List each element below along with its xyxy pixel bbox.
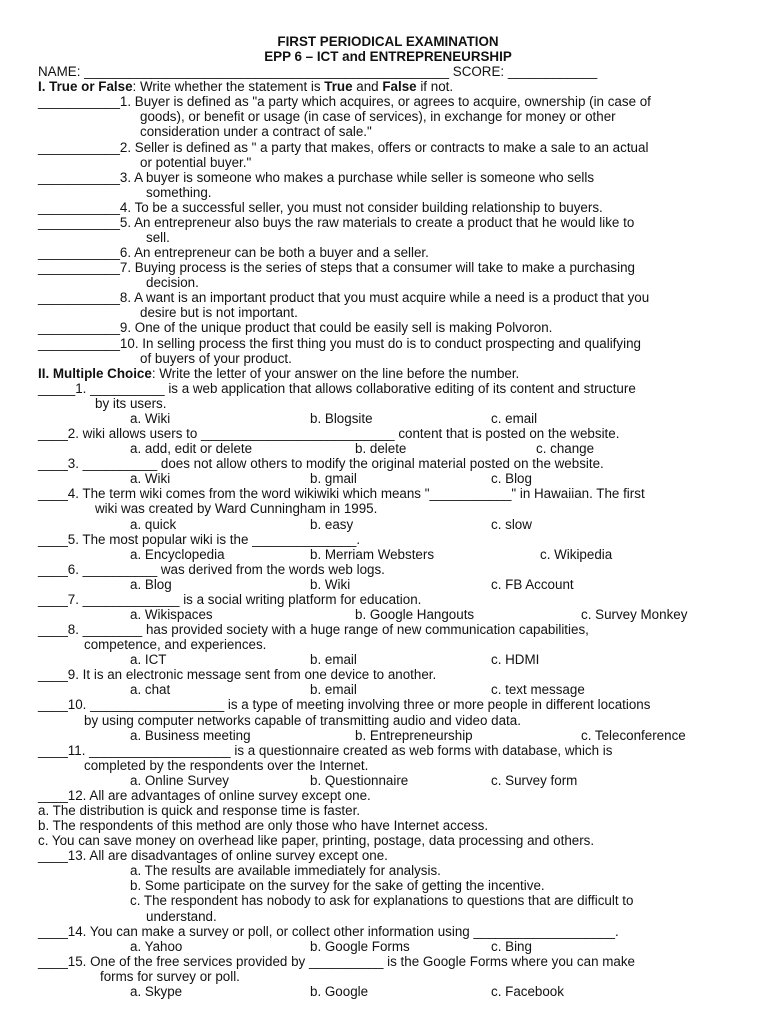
option-a: a. Skype — [130, 983, 183, 999]
part1-instructions — [38, 79, 738, 94]
option-b: b. gmail — [310, 471, 357, 487]
tf-item-3-cont: something. — [146, 184, 212, 200]
option-b: b. Google Hangouts — [355, 606, 475, 622]
mc-question-1: _____1. __________ is a web application that allows collaborative editing of its content and structure — [38, 380, 636, 396]
mc-question-14: ____14. You can make a survey or poll, or collect other information using ___________________. — [38, 923, 619, 939]
mc-options-8 — [38, 652, 738, 667]
exam-title: FIRST PERIODICAL EXAMINATION — [277, 34, 499, 49]
mc-options-15 — [38, 984, 738, 999]
option-c: c. HDMI — [491, 652, 540, 668]
mc-question-8: ____8. ________ has provided society with a huge range of new communication capabilities, — [38, 622, 589, 638]
mc-question-5: ____5. The most popular wiki is the ______________. — [38, 531, 361, 547]
option-a: a. ICT — [130, 652, 167, 668]
option-a: a. Online Survey — [130, 772, 229, 788]
option-b: b. Entrepreneurship — [355, 727, 473, 743]
option-c: c. Bing — [491, 938, 532, 954]
word-false: False — [382, 79, 417, 95]
option-b: b. email — [310, 682, 357, 698]
word-true: True — [324, 79, 353, 95]
option-a: a. Encyclopedia — [130, 546, 225, 562]
mc-question-7: ____7. _____________ is a social writing platform for education. — [38, 591, 422, 607]
mc-options-6 — [38, 577, 738, 592]
mc-option-13c: c. The respondent has nobody to ask for explanations to questions that are difficult to — [130, 893, 634, 909]
option-c: c. Wikipedia — [540, 546, 613, 562]
option-c: c. Blog — [491, 471, 532, 487]
mc-options-3 — [38, 471, 738, 486]
option-c: c. Survey form — [491, 772, 578, 788]
name-score-line: NAME: _________________________________________________ SCORE: ____________ — [38, 64, 598, 80]
mc-question-2: ____2. wiki allows users to __________________________ content that is posted on the website. — [38, 426, 620, 442]
mc-question-4-cont: wiki was created by Ward Cunningham in 1995. — [95, 501, 378, 517]
part1-heading: I. True or False — [38, 79, 133, 95]
exam-page — [38, 34, 738, 999]
option-b: b. Google Forms — [310, 938, 410, 954]
part1-instr-c: if not. — [416, 79, 454, 95]
tf-item-7-cont: decision. — [146, 275, 199, 291]
option-b: b. easy — [310, 516, 354, 532]
part2-instr: : Write the letter of your answer on the line before the number. — [151, 365, 520, 381]
option-c: c. Survey Monkey — [581, 606, 688, 622]
mc-option-12c: c. You can save money on overhead like paper, printing, postage, data processing and others. — [38, 833, 595, 849]
mc-question-10-cont: by using computer networks capable of transmitting audio and video data. — [84, 712, 521, 728]
option-c: c. FB Account — [491, 576, 574, 592]
mc-options-14 — [38, 939, 738, 954]
option-c: c. email — [491, 410, 538, 426]
mc-question-12: ____12. All are advantages of online survey except one. — [38, 787, 371, 803]
option-c: c. Teleconference — [581, 727, 686, 743]
option-b: b. email — [310, 652, 357, 668]
option-a: a. add, edit or delete — [130, 441, 253, 457]
mc-question-6: ____6. __________ was derived from the words web logs. — [38, 561, 385, 577]
option-c: c. slow — [491, 516, 532, 532]
mc-option-13c-cont: understand. — [146, 908, 217, 924]
part2-heading: II. Multiple Choice — [38, 365, 152, 381]
option-a: a. quick — [130, 516, 177, 532]
option-a: a. Wikispaces — [130, 606, 213, 622]
mc-options-9 — [38, 682, 738, 697]
tf-item-3: ___________3. A buyer is someone who makes a purchase while seller is someone who sells — [38, 169, 595, 185]
mc-options-11 — [38, 773, 738, 788]
option-b: b. Google — [310, 983, 369, 999]
option-c: c. change — [536, 441, 595, 457]
option-a: a. Business meeting — [130, 727, 251, 743]
mc-options-5 — [38, 547, 738, 562]
option-a: a. Blog — [130, 576, 172, 592]
tf-item-6: ___________6. An entrepreneur can be both a buyer and a seller. — [38, 245, 429, 261]
tf-item-8: ___________8. A want is an important product that you must acquire while a need is a product that you — [38, 290, 650, 306]
mc-question-10: ____10. __________________ is a type of meeting involving three or more people in different locations — [38, 697, 651, 713]
option-c: c. Facebook — [491, 983, 564, 999]
option-a: a. Yahoo — [130, 938, 183, 954]
mc-question-8-cont: competence, and experiences. — [84, 637, 267, 653]
mc-options-2 — [38, 441, 738, 456]
tf-item-10: ___________10. In selling process the first thing you must do is to conduct prospecting and qualifying — [38, 335, 641, 351]
option-b: b. Questionnaire — [310, 772, 409, 788]
part1-instr-b: and — [352, 79, 383, 95]
mc-options-1 — [38, 411, 738, 426]
mc-option-12a: a. The distribution is quick and response time is faster. — [38, 802, 361, 818]
tf-item-1-cont: goods), or benefit or usage (in case of services), in exchange for money or other — [140, 109, 616, 125]
part2-instructions — [38, 366, 738, 381]
mc-question-1-cont: by its users. — [95, 395, 167, 411]
exam-subtitle: EPP 6 – ICT and ENTREPRENEURSHIP — [264, 49, 512, 65]
tf-item-10-cont: of buyers of your product. — [140, 350, 292, 366]
option-a: a. Wiki — [130, 471, 171, 487]
mc-option-13a: a. The results are available immediately for analysis. — [130, 863, 441, 879]
option-a: a. Wiki — [130, 410, 171, 426]
mc-question-13: ____13. All are disadvantages of online survey except one. — [38, 848, 388, 864]
tf-item-1-cont: consideration under a contract of sale." — [140, 124, 372, 140]
option-a: a. chat — [130, 682, 171, 698]
tf-item-9: ___________9. One of the unique product that could be easily sell is making Polvoron. — [38, 320, 553, 336]
tf-item-5-cont: sell. — [146, 230, 170, 246]
tf-item-1: ___________1. Buyer is defined as "a party which acquires, or agrees to acquire, ownership (in case of — [38, 94, 651, 110]
mc-question-11: ____11. ___________________ is a questionnaire created as web forms with database, which is — [38, 742, 613, 758]
mc-question-15-cont: forms for survey or poll. — [100, 968, 240, 984]
tf-item-5: ___________5. An entrepreneur also buys the raw materials to create a product that he would like to — [38, 214, 635, 230]
tf-item-2: ___________2. Seller is defined as " a party that makes, offers or contracts to make a sale to an actual — [38, 139, 649, 155]
option-b: b. Blogsite — [310, 410, 373, 426]
mc-option-12b: b. The respondents of this method are only those who have Internet access. — [38, 818, 489, 834]
mc-options-10 — [38, 728, 738, 743]
part1-instr-a: : Write whether the statement is — [132, 79, 325, 95]
mc-question-3: ____3. __________ does not allow others to modify the original material posted on the website. — [38, 456, 604, 472]
mc-options-7 — [38, 607, 738, 622]
option-c: c. text message — [491, 682, 585, 698]
option-b: b. delete — [355, 441, 407, 457]
mc-question-9: ____9. It is an electronic message sent from one device to another. — [38, 667, 437, 683]
tf-item-8-cont: desire but is not important. — [140, 305, 298, 321]
mc-options-4 — [38, 517, 738, 532]
mc-option-13b: b. Some participate on the survey for the sake of getting the incentive. — [130, 878, 545, 894]
mc-question-11-cont: completed by the respondents over the Internet. — [84, 757, 369, 773]
option-b: b. Merriam Websters — [310, 546, 435, 562]
mc-question-4: ____4. The term wiki comes from the word wikiwiki which means "___________" in Hawaiian. The first — [38, 486, 645, 502]
tf-item-7: ___________7. Buying process is the series of steps that a consumer will take to make a purchasing — [38, 260, 635, 276]
tf-item-2-cont: or potential buyer." — [140, 154, 252, 170]
option-b: b. Wiki — [310, 576, 351, 592]
tf-item-4: ___________4. To be a successful seller, you must not consider building relationship to buyers. — [38, 199, 603, 215]
mc-question-15: ____15. One of the free services provided by __________ is the Google Forms where you can make — [38, 953, 635, 969]
